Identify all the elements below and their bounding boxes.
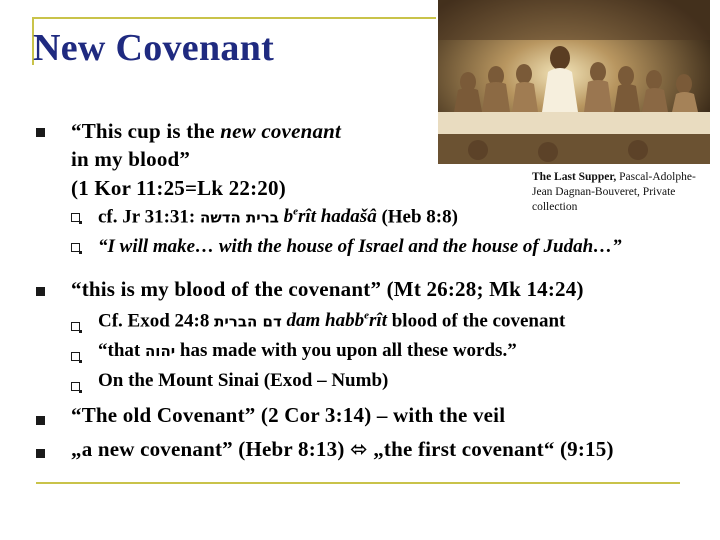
text: cf. Jr 31:31: bbox=[98, 206, 201, 228]
sub-bullet-marker bbox=[71, 213, 80, 222]
caption-title: The Last Supper, bbox=[532, 171, 617, 183]
text: „the first covenant“ (9:15) bbox=[367, 437, 614, 461]
bullet-3-main: “The old Covenant” (2 Cor 3:14) – with the veil bbox=[71, 403, 506, 427]
bullet-2-sub-1 bbox=[98, 310, 565, 332]
sub-bullet-marker bbox=[71, 243, 80, 252]
text: dam habb bbox=[281, 310, 365, 332]
hebrew-text: יהוה bbox=[144, 342, 176, 360]
text: (Heb 8:8) bbox=[376, 206, 458, 228]
text: b bbox=[278, 206, 294, 228]
text: “This cup is the bbox=[71, 119, 221, 143]
bullet-1-sub-2: “I will make… with the house of Israel and the house of Judah…” bbox=[98, 236, 622, 257]
last-supper-painting bbox=[438, 0, 710, 164]
bullet-2-sub-2 bbox=[98, 340, 517, 362]
slide-title: New Covenant bbox=[33, 27, 275, 69]
hebrew-text: ברית הדשה bbox=[200, 208, 279, 227]
bullet-marker bbox=[36, 416, 45, 425]
superscript: e bbox=[364, 310, 370, 322]
title-frame-top bbox=[32, 17, 436, 19]
text: blood of the covenant bbox=[386, 310, 566, 332]
bullet-1-line-3: (1 Kor 11:25=Lk 22:20) bbox=[71, 176, 286, 200]
text: Cf. Exod 24:8 bbox=[98, 310, 215, 332]
emphasis-text: new covenant bbox=[220, 119, 342, 143]
painting-image bbox=[438, 0, 710, 164]
text: “that bbox=[98, 340, 145, 361]
painting-caption bbox=[532, 170, 712, 215]
bullet-4-main bbox=[71, 437, 614, 462]
text: rît hadašâ bbox=[298, 206, 377, 228]
sub-bullet-marker bbox=[71, 322, 80, 331]
text: has made with you upon all these words.” bbox=[175, 340, 517, 361]
bullet-2-main: “this is my blood of the covenant” (Mt 26:28; Mk 14:24) bbox=[71, 277, 584, 301]
bullet-1-line-1 bbox=[71, 119, 341, 144]
bullet-1-sub-1 bbox=[98, 206, 458, 228]
bottom-rule bbox=[36, 482, 680, 484]
sub-bullet-marker bbox=[71, 352, 80, 361]
bullet-marker bbox=[36, 287, 45, 296]
text: „a new covenant” (Hebr 8:13) bbox=[71, 437, 350, 461]
double-arrow-icon: ⬄ bbox=[349, 437, 368, 461]
sub-bullet-marker bbox=[71, 382, 80, 391]
bullet-marker bbox=[36, 128, 45, 137]
bullet-marker bbox=[36, 449, 45, 458]
bullet-1-line-2: in my blood” bbox=[71, 147, 191, 171]
hebrew-text: דם הברית bbox=[214, 312, 282, 331]
caption-rest: Pascal-Adolphe-Jean Dagnan-Bouveret, Private collection bbox=[532, 171, 696, 213]
superscript: e bbox=[293, 206, 299, 218]
text: rît bbox=[369, 310, 387, 332]
bullet-2-sub-3: On the Mount Sinai (Exod – Numb) bbox=[98, 370, 389, 391]
